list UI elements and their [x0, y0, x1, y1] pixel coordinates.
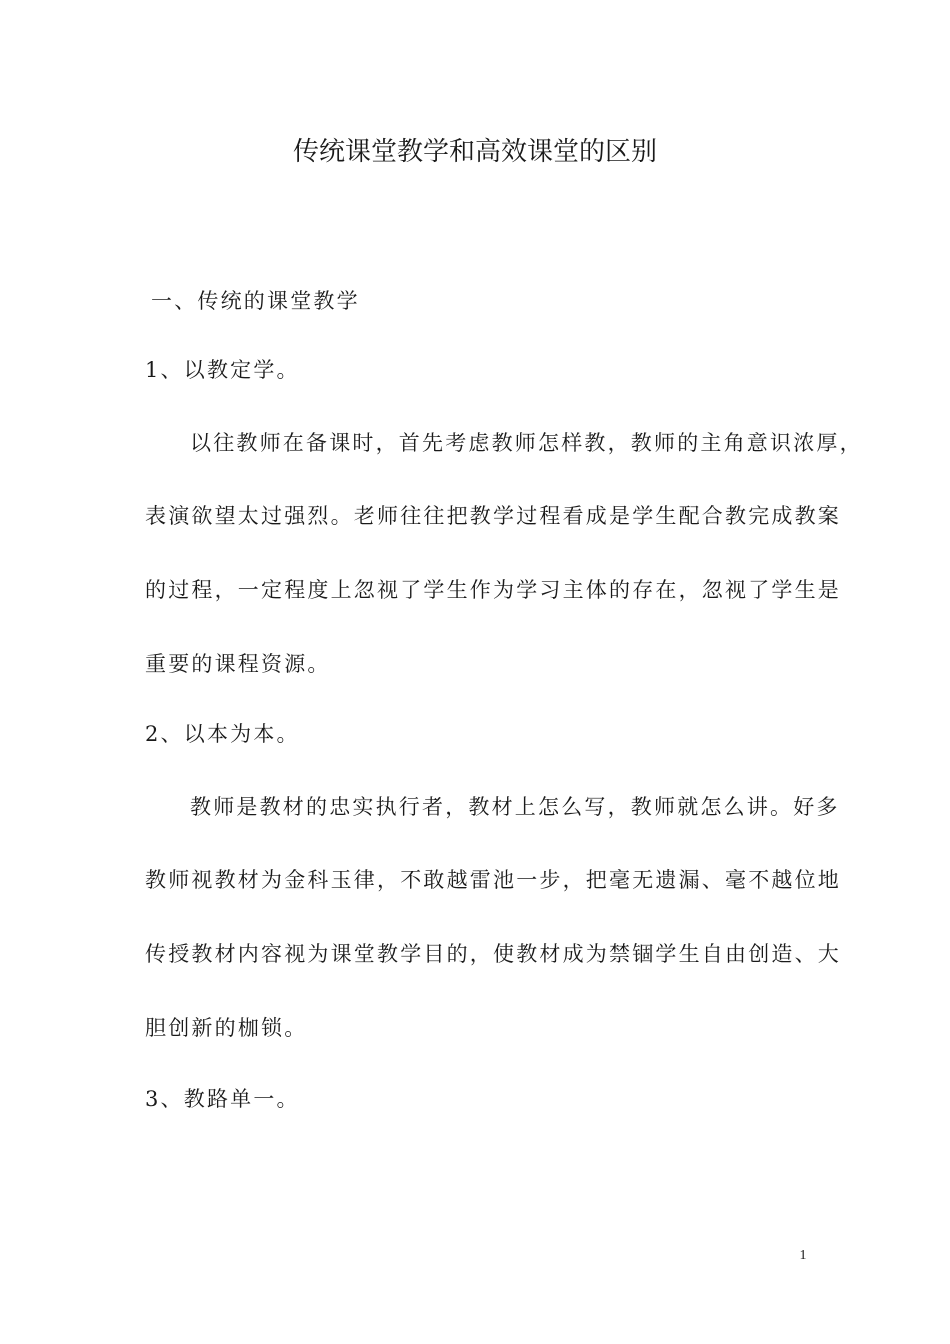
paragraph-2-line-2: 教师视教材为金科玉律，不敢越雷池一步，把毫无遗漏、毫不越位地 — [145, 868, 841, 892]
page-number: 1 — [799, 1248, 807, 1263]
paragraph-1-line-3: 的过程，一定程度上忽视了学生作为学习主体的存在，忽视了学生是 — [145, 578, 841, 602]
paragraph-2-line-4: 胆创新的枷锁。 — [145, 1016, 308, 1040]
item-heading-1: 1、以教定学。 — [145, 358, 300, 382]
paragraph-1-line-1: 以往教师在备课时，首先考虑教师怎样教，教师的主角意识浓厚， — [190, 431, 863, 455]
section-heading: 一、传统的课堂教学 — [151, 289, 360, 313]
paragraph-2-line-1: 教师是教材的忠实执行者，教材上怎么写，教师就怎么讲。好多 — [190, 795, 840, 819]
paragraph-1-line-4: 重要的课程资源。 — [145, 652, 331, 676]
item-heading-3: 3、教路单一。 — [145, 1087, 300, 1111]
document-title: 传统课堂教学和高效课堂的区别 — [292, 137, 657, 167]
item-heading-2: 2、以本为本。 — [145, 722, 300, 746]
paragraph-1-line-2: 表演欲望太过强烈。老师往往把教学过程看成是学生配合教完成教案 — [145, 504, 841, 528]
paragraph-2-line-3: 传授教材内容视为课堂教学目的，使教材成为禁锢学生自由创造、大 — [145, 942, 841, 966]
